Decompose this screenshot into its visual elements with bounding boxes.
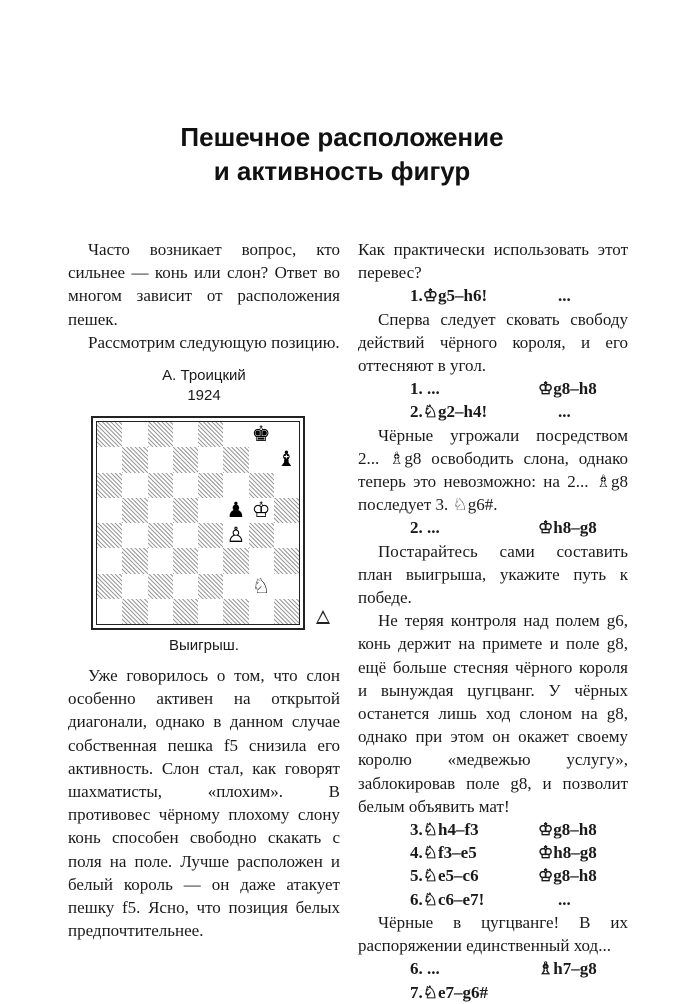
diagram-caption: Выигрыш. bbox=[169, 637, 239, 655]
white-knight-icon: ♘ bbox=[249, 574, 274, 599]
square-c4 bbox=[148, 523, 173, 548]
square-b6 bbox=[122, 473, 147, 498]
square-a5 bbox=[97, 498, 122, 523]
square-b7 bbox=[122, 447, 147, 472]
move-white: 5.♘e5–c6 bbox=[410, 866, 479, 886]
move-white: 6.♘c6–e7! bbox=[410, 889, 485, 909]
move-line-6 bbox=[410, 888, 628, 911]
black-bishop-icon: ♝ bbox=[274, 447, 299, 472]
square-g8 bbox=[249, 422, 274, 447]
square-a8 bbox=[97, 422, 122, 447]
move-white: 1.♔g5–h6! bbox=[410, 286, 488, 306]
move-black: ♔g8–h8 bbox=[538, 379, 597, 399]
white-king-icon: ♔ bbox=[249, 498, 274, 523]
square-f1 bbox=[223, 599, 248, 624]
move-line-2-black bbox=[410, 516, 628, 539]
left-column bbox=[68, 238, 340, 942]
square-d3 bbox=[173, 548, 198, 573]
square-d6 bbox=[173, 473, 198, 498]
square-g1 bbox=[249, 599, 274, 624]
square-e4 bbox=[198, 523, 223, 548]
move-line-3 bbox=[410, 818, 628, 841]
move-white: 2. ... bbox=[410, 518, 440, 538]
move-white: 3.♘h4–f3 bbox=[410, 820, 479, 840]
square-a7 bbox=[97, 447, 122, 472]
square-d8 bbox=[173, 422, 198, 447]
square-b4 bbox=[122, 523, 147, 548]
move-black: ... bbox=[558, 889, 571, 909]
title-line-2: и активность фигур bbox=[213, 156, 471, 186]
square-f3 bbox=[223, 548, 248, 573]
white-to-move-triangle-icon bbox=[316, 610, 330, 624]
move-black: ... bbox=[558, 402, 571, 422]
square-c6 bbox=[148, 473, 173, 498]
chess-board bbox=[96, 421, 300, 625]
square-a2 bbox=[97, 574, 122, 599]
square-e6 bbox=[198, 473, 223, 498]
move-black: ♗h7–g8 bbox=[538, 959, 597, 979]
square-f2 bbox=[223, 574, 248, 599]
square-a6 bbox=[97, 473, 122, 498]
move-black: ♔h8–g8 bbox=[538, 518, 597, 538]
square-a4 bbox=[97, 523, 122, 548]
square-g5 bbox=[249, 498, 274, 523]
square-c8 bbox=[148, 422, 173, 447]
square-a1 bbox=[97, 599, 122, 624]
square-h8 bbox=[274, 422, 299, 447]
square-h1 bbox=[274, 599, 299, 624]
square-a3 bbox=[97, 548, 122, 573]
move-black: ♔g8–h8 bbox=[538, 866, 597, 886]
square-h3 bbox=[274, 548, 299, 573]
square-h6 bbox=[274, 473, 299, 498]
diagram-year: 1924 bbox=[187, 387, 221, 405]
square-b3 bbox=[122, 548, 147, 573]
paragraph-plan: Не теряя контроля над полем g6, конь держит на примете и поле g8, ещё больше стесняя чёрного короля и вынуждая цугцванг. У чёрных останется лишь ход слоном на g8, однако при этом он окажет своему королю «медвежью услугу», заблокировав поле g8, и позволит белым объявить мат! bbox=[358, 611, 628, 816]
move-line-6-black bbox=[410, 957, 628, 980]
diagram-author: А. Троицкий bbox=[162, 367, 246, 385]
move-line-5 bbox=[410, 864, 628, 887]
square-g6 bbox=[249, 473, 274, 498]
square-e2 bbox=[198, 574, 223, 599]
square-f7 bbox=[223, 447, 248, 472]
square-e5 bbox=[198, 498, 223, 523]
paragraph-question: Как практически использовать этот перевес? bbox=[358, 240, 628, 283]
square-e3 bbox=[198, 548, 223, 573]
page-title bbox=[0, 120, 684, 188]
square-c7 bbox=[148, 447, 173, 472]
square-g3 bbox=[249, 548, 274, 573]
move-line-4 bbox=[410, 841, 628, 864]
square-b5 bbox=[122, 498, 147, 523]
square-c5 bbox=[148, 498, 173, 523]
move-white: 6. ... bbox=[410, 959, 440, 979]
paragraph-zugzwang: Чёрные в цугцванге! В их распоряжении единственный ход... bbox=[358, 912, 628, 956]
square-d5 bbox=[173, 498, 198, 523]
square-c3 bbox=[148, 548, 173, 573]
title-line-1: Пешечное расположение bbox=[180, 122, 504, 152]
paragraph-first-step: Сперва следует сковать свободу действий чёрного короля, и его оттесняют в угол. bbox=[358, 309, 628, 376]
square-b2 bbox=[122, 574, 147, 599]
paragraph-analysis: Уже говорилось о том, что слон особенно активен на открытой диагонали, однако в данном случае собственная пешка f5 снизила его активность. Слон стал, как говорят шахматисты, «плохим». В противовес чёрному плохому слону конь способен свободно скакать с поля на поле. Лучше расположен и белый король — он даже атакует пешку f5. Ясно, что позиция белых предпочтительнее. bbox=[68, 666, 340, 941]
white-pawn-icon: ♙ bbox=[223, 523, 248, 548]
square-f6 bbox=[223, 473, 248, 498]
square-h2 bbox=[274, 574, 299, 599]
paragraph-intro: Часто возникает вопрос, кто сильнее — конь или слон? Ответ во многом зависит от расположения пешек. bbox=[68, 240, 340, 329]
square-e7 bbox=[198, 447, 223, 472]
move-line-1-black bbox=[410, 377, 628, 400]
paragraph-consider: Рассмотрим следующую позицию. bbox=[88, 332, 340, 352]
paragraph-threat: Чёрные угрожали посредством 2... ♗g8 освободить слона, однако теперь это невозможно: на 2... ♗g8 последует 3. ♘g6#. bbox=[358, 425, 628, 515]
black-king-icon: ♚ bbox=[249, 422, 274, 447]
move-line-2 bbox=[410, 400, 628, 423]
square-f5 bbox=[223, 498, 248, 523]
square-d1 bbox=[173, 599, 198, 624]
move-white: 1. ... bbox=[410, 379, 440, 399]
square-e8 bbox=[198, 422, 223, 447]
move-black: ... bbox=[558, 286, 571, 306]
square-f8 bbox=[223, 422, 248, 447]
square-d4 bbox=[173, 523, 198, 548]
square-h7 bbox=[274, 447, 299, 472]
square-e1 bbox=[198, 599, 223, 624]
square-g7 bbox=[249, 447, 274, 472]
square-c1 bbox=[148, 599, 173, 624]
paragraph-try-yourself: Постарайтесь сами составить план выигрыша, укажите путь к победе. bbox=[358, 541, 628, 608]
square-g2 bbox=[249, 574, 274, 599]
square-b1 bbox=[122, 599, 147, 624]
chess-board-frame bbox=[91, 416, 305, 630]
move-black bbox=[538, 981, 628, 1004]
move-black: ♔h8–g8 bbox=[538, 843, 597, 863]
square-d2 bbox=[173, 574, 198, 599]
square-d7 bbox=[173, 447, 198, 472]
square-f4 bbox=[223, 523, 248, 548]
square-b8 bbox=[122, 422, 147, 447]
move-white: 4.♘f3–e5 bbox=[410, 843, 477, 863]
square-g4 bbox=[249, 523, 274, 548]
square-h5 bbox=[274, 498, 299, 523]
move-white: 7.♘e7–g6# bbox=[410, 982, 489, 1002]
square-h4 bbox=[274, 523, 299, 548]
black-pawn-icon: ♟ bbox=[223, 498, 248, 523]
chess-diagram bbox=[68, 366, 340, 664]
move-line-1 bbox=[410, 284, 628, 307]
right-column bbox=[358, 238, 628, 1004]
move-white: 2.♘g2–h4! bbox=[410, 402, 488, 422]
move-black: ♔g8–h8 bbox=[538, 820, 597, 840]
square-c2 bbox=[148, 574, 173, 599]
move-line-7 bbox=[410, 981, 628, 1004]
